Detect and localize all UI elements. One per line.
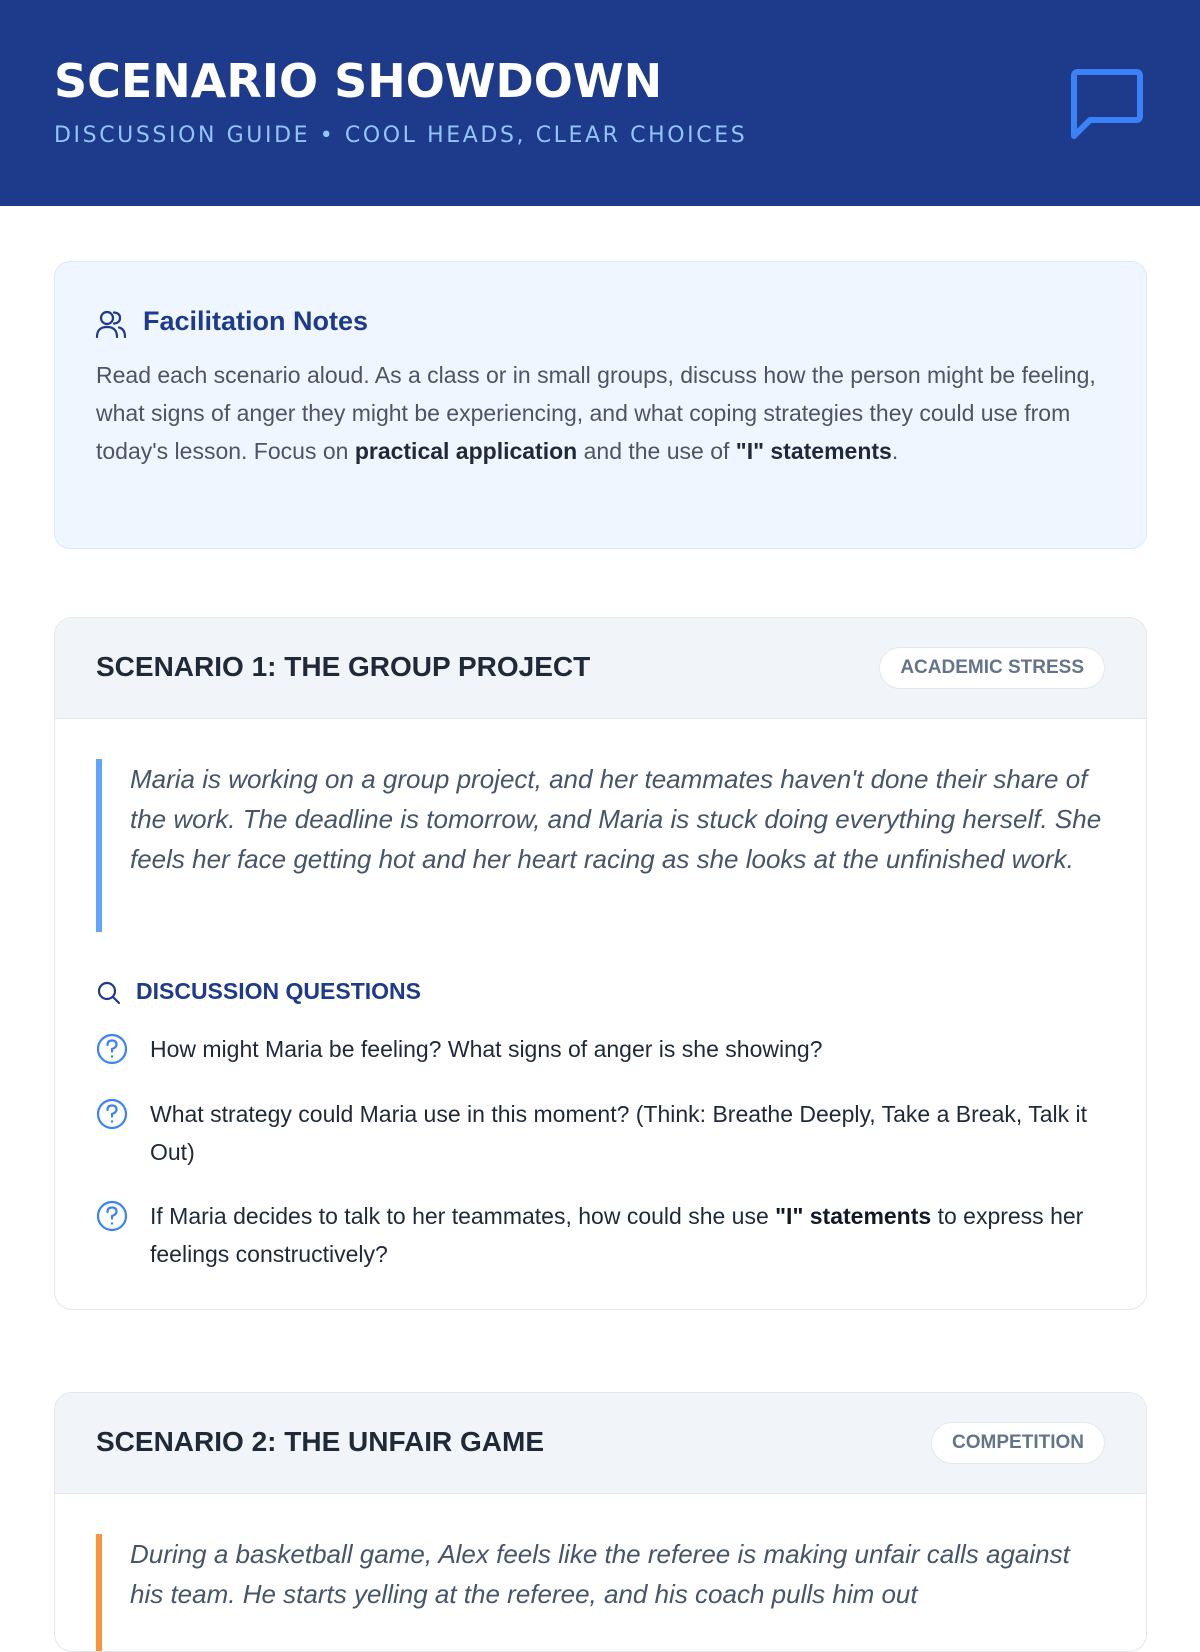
scenario-header bbox=[55, 1393, 1146, 1494]
quote-accent-bar bbox=[96, 1534, 102, 1652]
category-tag: ACADEMIC STRESS bbox=[879, 647, 1105, 689]
scenario-title: SCENARIO 1: THE GROUP PROJECT bbox=[96, 651, 591, 682]
question-text: What strategy could Maria use in this moment? (Think: Breathe Deeply, Take a Break, Talk it Out) bbox=[150, 1101, 1088, 1165]
quote-accent-bar bbox=[96, 759, 102, 932]
help-circle-icon bbox=[96, 1098, 128, 1130]
notes-title: Facilitation Notes bbox=[143, 306, 369, 336]
discussion-questions-label: DISCUSSION QUESTIONS bbox=[136, 978, 421, 1004]
page-subtitle: DISCUSSION GUIDE • COOL HEADS, CLEAR CHOICES bbox=[54, 123, 748, 148]
question-text: If Maria decides to talk to her teammates, how could she use "I" statements to express her feelings constructively? bbox=[150, 1203, 1084, 1267]
facilitation-notes bbox=[54, 261, 1147, 549]
scenario-card-1 bbox=[54, 617, 1147, 1310]
page-title: SCENARIO SHOWDOWN bbox=[54, 54, 663, 108]
scenario-header bbox=[55, 618, 1146, 719]
help-circle-icon bbox=[96, 1033, 128, 1065]
message-square-icon bbox=[1068, 68, 1146, 142]
category-tag: COMPETITION bbox=[931, 1422, 1105, 1464]
users-icon bbox=[95, 308, 127, 340]
notes-text: Read each scenario aloud. As a class or in small groups, discuss how the person might be feeling, what signs of anger they might be experiencing, and what coping strategies they could use from today's lesson. Focus on practical application and the use of "I" statements. bbox=[96, 362, 1096, 464]
scenario-text: During a basketball game, Alex feels like the referee is making unfair calls against his team. He starts yelling at the referee, and his coach pulls him out bbox=[96, 1534, 1106, 1614]
scenario-text: Maria is working on a group project, and her teammates haven't done their share of the work. The deadline is tomorrow, and Maria is stuck doing everything herself. She feels her face getting hot and her heart racing as she looks at the unfinished work. bbox=[96, 759, 1106, 879]
question-text: How might Maria be feeling? What signs of anger is she showing? bbox=[150, 1036, 823, 1062]
page-header bbox=[0, 0, 1200, 206]
search-icon bbox=[96, 980, 122, 1006]
scenario-card-2 bbox=[54, 1392, 1147, 1652]
scenario-title: SCENARIO 2: THE UNFAIR GAME bbox=[96, 1426, 545, 1457]
help-circle-icon bbox=[96, 1200, 128, 1232]
